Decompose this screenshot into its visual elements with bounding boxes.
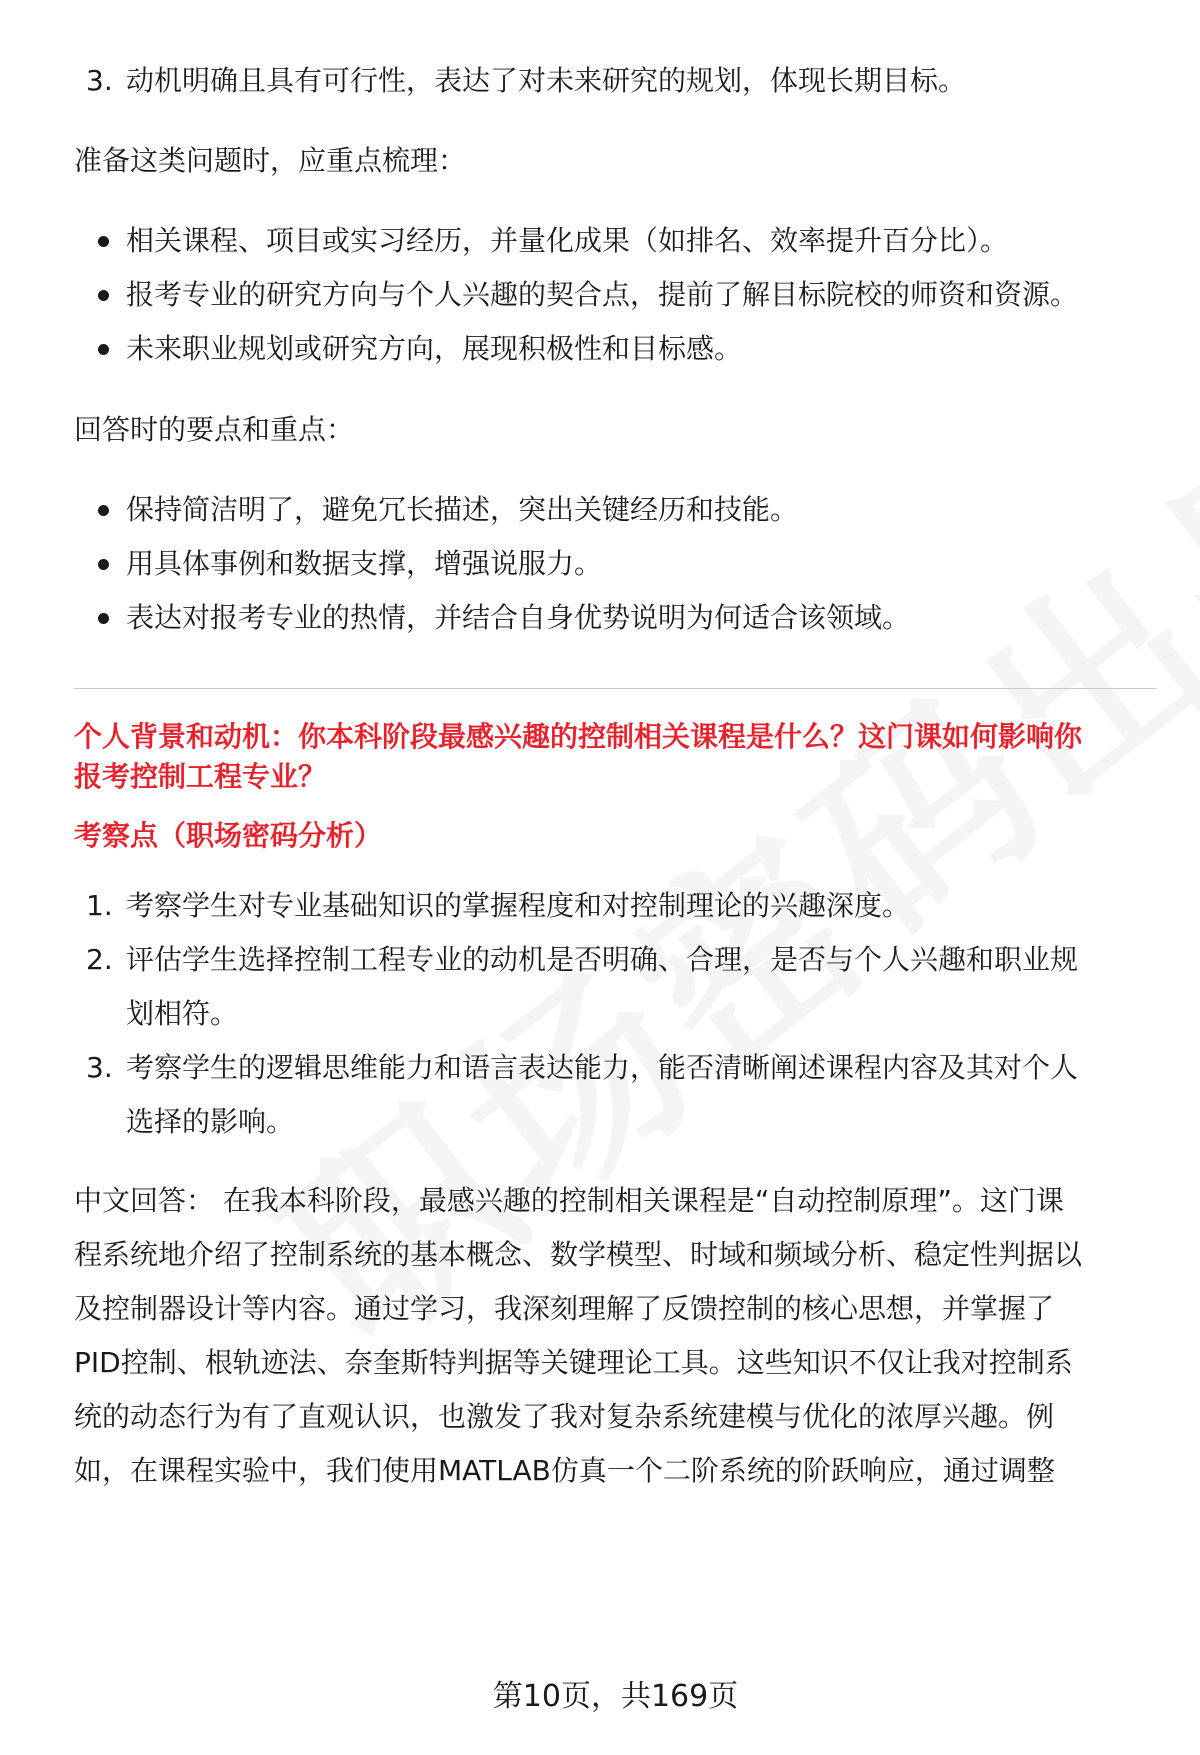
list-item: 表达对报考专业的热情，并结合自身优势说明为何适合该领域。 bbox=[126, 601, 911, 634]
answer-paragraph-line: 程系统地介绍了控制系统的基本概念、数学模型、时域和频域分析、稳定性判据以 bbox=[74, 1238, 1083, 1271]
list-number: 2. bbox=[86, 943, 113, 976]
answer-paragraph-line: 及控制器设计等内容。通过学习，我深刻理解了反馈控制的核心思想，并掌握了 bbox=[74, 1292, 1055, 1325]
list-item: 未来职业规划或研究方向，展现积极性和目标感。 bbox=[126, 332, 743, 365]
exam-heading: 考察点（职场密码分析） bbox=[74, 819, 383, 852]
bullet-dot bbox=[98, 236, 109, 247]
list-item-cont: 选择的影响。 bbox=[126, 1105, 295, 1138]
document-page bbox=[74, 0, 1157, 1755]
page-number: 第10页，共169页 bbox=[492, 1679, 739, 1714]
section-divider bbox=[74, 688, 1157, 689]
list-item-cont: 划相符。 bbox=[126, 997, 239, 1030]
answer-paragraph-line: 中文回答： 在我本科阶段，最感兴趣的控制相关课程是“自动控制原理”。这门课 bbox=[74, 1184, 1064, 1217]
list-item: 报考专业的研究方向与个人兴趣的契合点，提前了解目标院校的师资和资源。 bbox=[126, 278, 1079, 311]
list-number: 3. bbox=[86, 1051, 113, 1084]
bullet-dot bbox=[98, 344, 109, 355]
list-number: 1. bbox=[86, 889, 113, 922]
answer-paragraph-line: 如，在课程实验中，我们使用MATLAB仿真一个二阶系统的阶跃响应，通过调整 bbox=[74, 1454, 1055, 1487]
answer-heading: 回答时的要点和重点： bbox=[74, 413, 355, 446]
list-item: 考察学生的逻辑思维能力和语言表达能力，能否清晰阐述课程内容及其对个人 bbox=[126, 1051, 1079, 1084]
bullet-dot bbox=[98, 290, 109, 301]
list-item: 考察学生对专业基础知识的掌握程度和对控制理论的兴趣深度。 bbox=[126, 889, 911, 922]
question-title: 个人背景和动机：你本科阶段最感兴趣的控制相关课程是什么？这门课如何影响你 bbox=[74, 720, 1083, 753]
answer-paragraph-line: 统的动态行为有了直观认识，也激发了我对复杂系统建模与优化的浓厚兴趣。例 bbox=[74, 1400, 1055, 1433]
question-title-cont: 报考控制工程专业？ bbox=[74, 760, 327, 793]
bullet-dot bbox=[98, 505, 109, 516]
bullet-dot bbox=[98, 559, 109, 570]
list-item: 评估学生选择控制工程专业的动机是否明确、合理，是否与个人兴趣和职业规 bbox=[126, 943, 1079, 976]
list-number: 3. bbox=[86, 64, 113, 97]
list-item: 用具体事例和数据支撑，增强说服力。 bbox=[126, 547, 603, 580]
answer-paragraph-line: PID控制、根轨迹法、奈奎斯特判据等关键理论工具。这些知识不仅让我对控制系 bbox=[74, 1346, 1073, 1379]
bullet-dot bbox=[98, 613, 109, 624]
prep-heading: 准备这类问题时，应重点梳理： bbox=[74, 144, 467, 177]
list-item: 动机明确且具有可行性，表达了对未来研究的规划，体现长期目标。 bbox=[126, 64, 967, 97]
list-item: 保持简洁明了，避免冗长描述，突出关键经历和技能。 bbox=[126, 493, 799, 526]
list-item: 相关课程、项目或实习经历，并量化成果（如排名、效率提升百分比）。 bbox=[126, 224, 1009, 257]
